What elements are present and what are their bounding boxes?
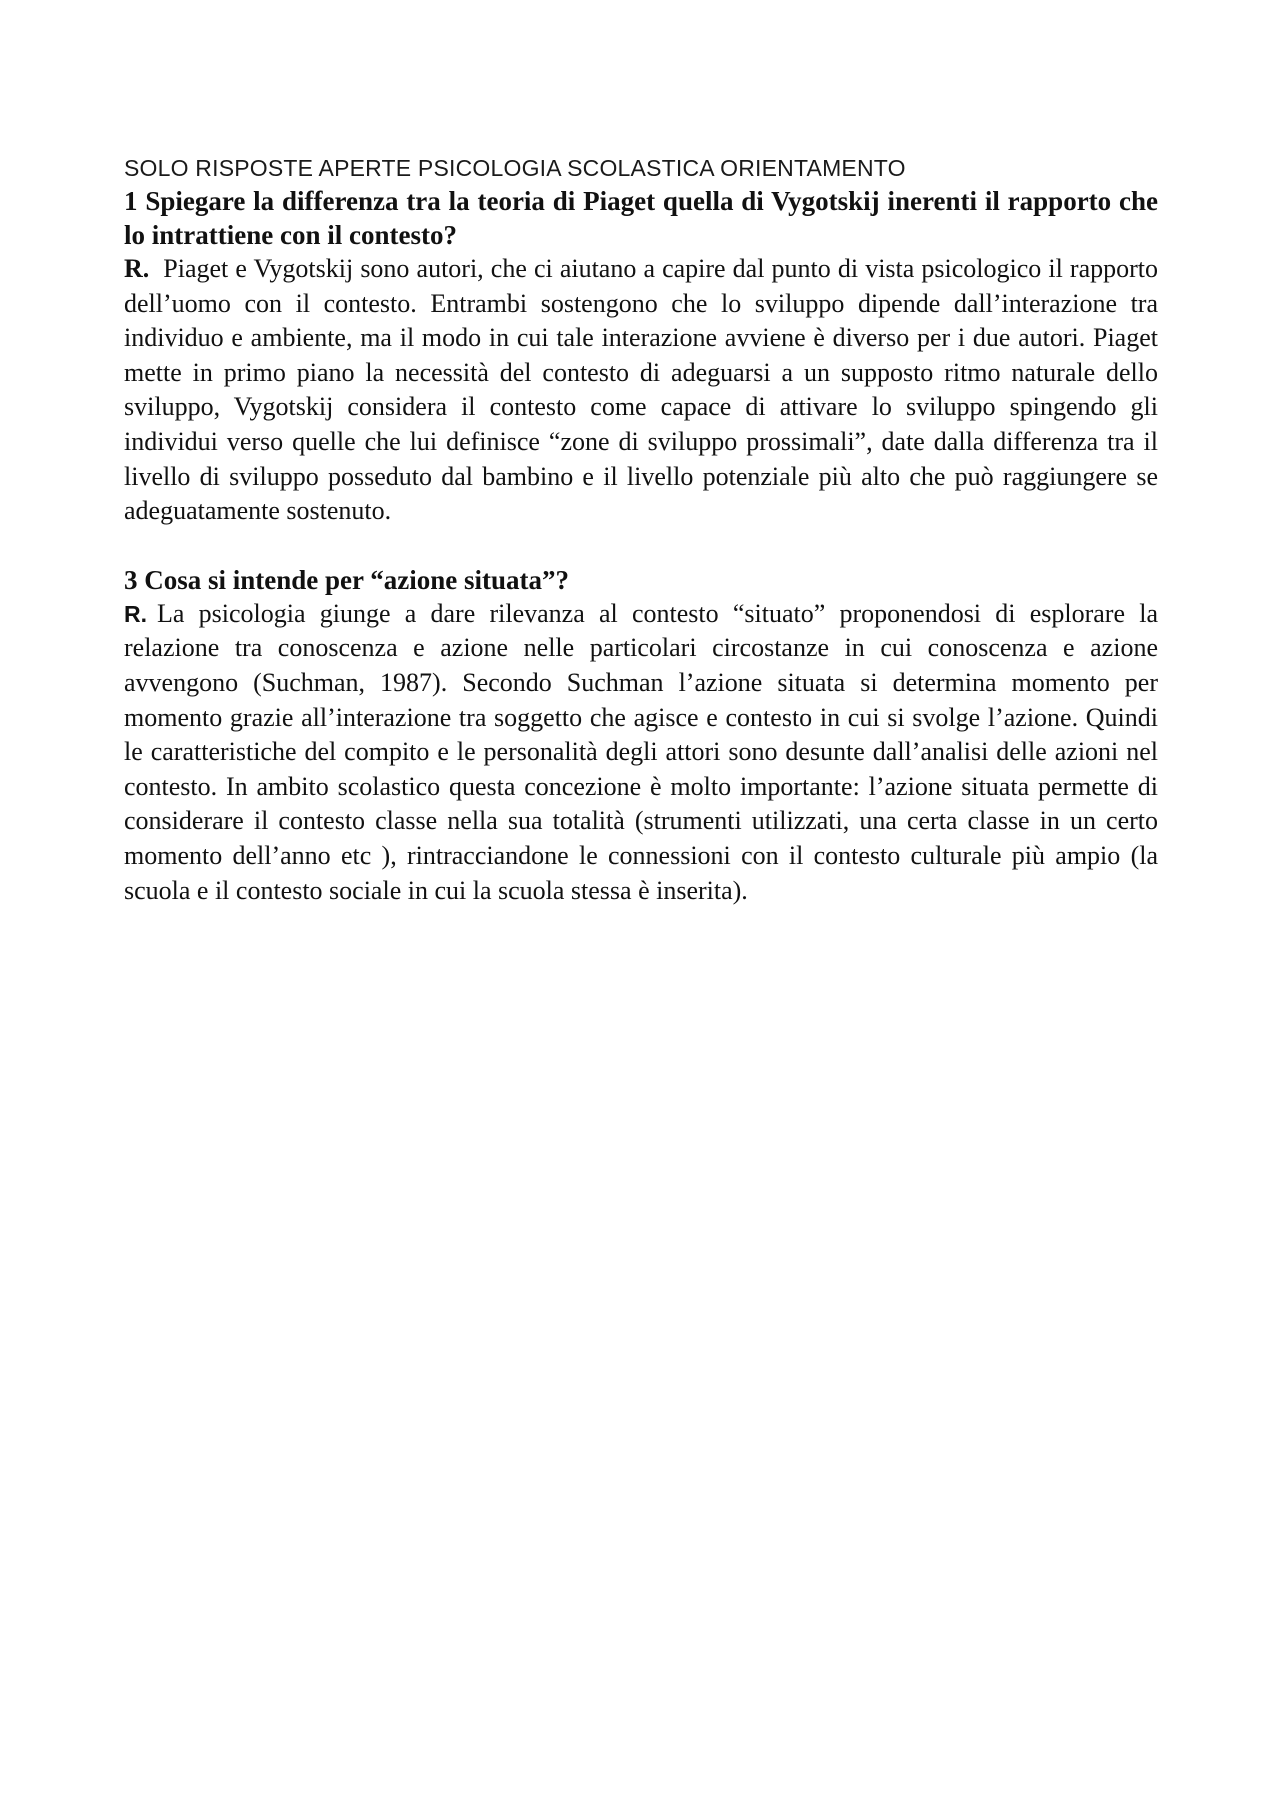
answer-1-text: Piaget e Vygotskij sono autori, che ci aiutano a capire dal punto di vista psicologico il rapporto dell’uomo con il contesto. Entrambi sostengono che lo sviluppo dipende dall’interazione tra individuo e ambiente, ma il modo in cui tale interazione avviene è diverso per i due autori. Piaget mette in primo piano la necessità del contesto di adeguarsi a un supposto ritmo naturale dello sviluppo, Vygotskij considera il contesto come capace di attivare lo sviluppo spingendo gli individui verso quelle che lui definisce “zone di sviluppo prossimali”, date dalla differenza tra il livello di sviluppo posseduto dal bambino e il livello potenziale più alto che può raggiungere se adeguatamente sostenuto. — [124, 254, 1158, 526]
question-1-heading: 1 Spiegare la differenza tra la teoria di Piaget quella di Vygotskij inerenti il rapporto che lo intrattiene con il contesto? — [124, 186, 1158, 250]
answer-3-marker: R. — [124, 600, 147, 627]
section-spacer — [124, 529, 1158, 563]
answer-3-text: La psicologia giunge a dare rilevanza al contesto “situato” proponendosi di esplorare la relazione tra conoscenza e azione nelle particolari circostanze in cui conoscenza e azione avvengono (Suchman, 1987). Secondo Suchman l’azione situata si determina momento per momento grazie all’interazione tra soggetto che agisce e contesto in cui si svolge l’azione. Quindi le caratteristiche del compito e le personalità degli attori sono desunte dall’analisi delle azioni nel contesto. In ambito scolastico questa concezione è molto importante: l’azione situata permette di considerare il contesto classe nella sua totalità (strumenti utilizzati, una certa classe in un certo momento dell’anno etc ), rintracciandone le connessioni con il contesto culturale più ampio (la scuola e il contesto sociale in cui la scuola stessa è inserita). — [124, 598, 1158, 905]
document-title: SOLO RISPOSTE APERTE PSICOLOGIA SCOLASTICA ORIENTAMENTO — [124, 155, 906, 181]
section-question-1 — [124, 184, 1158, 529]
answer-3-paragraph — [124, 597, 1158, 908]
document-page — [124, 152, 1158, 908]
answer-1-paragraph — [124, 252, 1158, 529]
question-3-heading: 3 Cosa si intende per “azione situata”? — [124, 564, 570, 595]
section-question-3 — [124, 563, 1158, 908]
answer-1-marker: R. — [124, 254, 150, 283]
